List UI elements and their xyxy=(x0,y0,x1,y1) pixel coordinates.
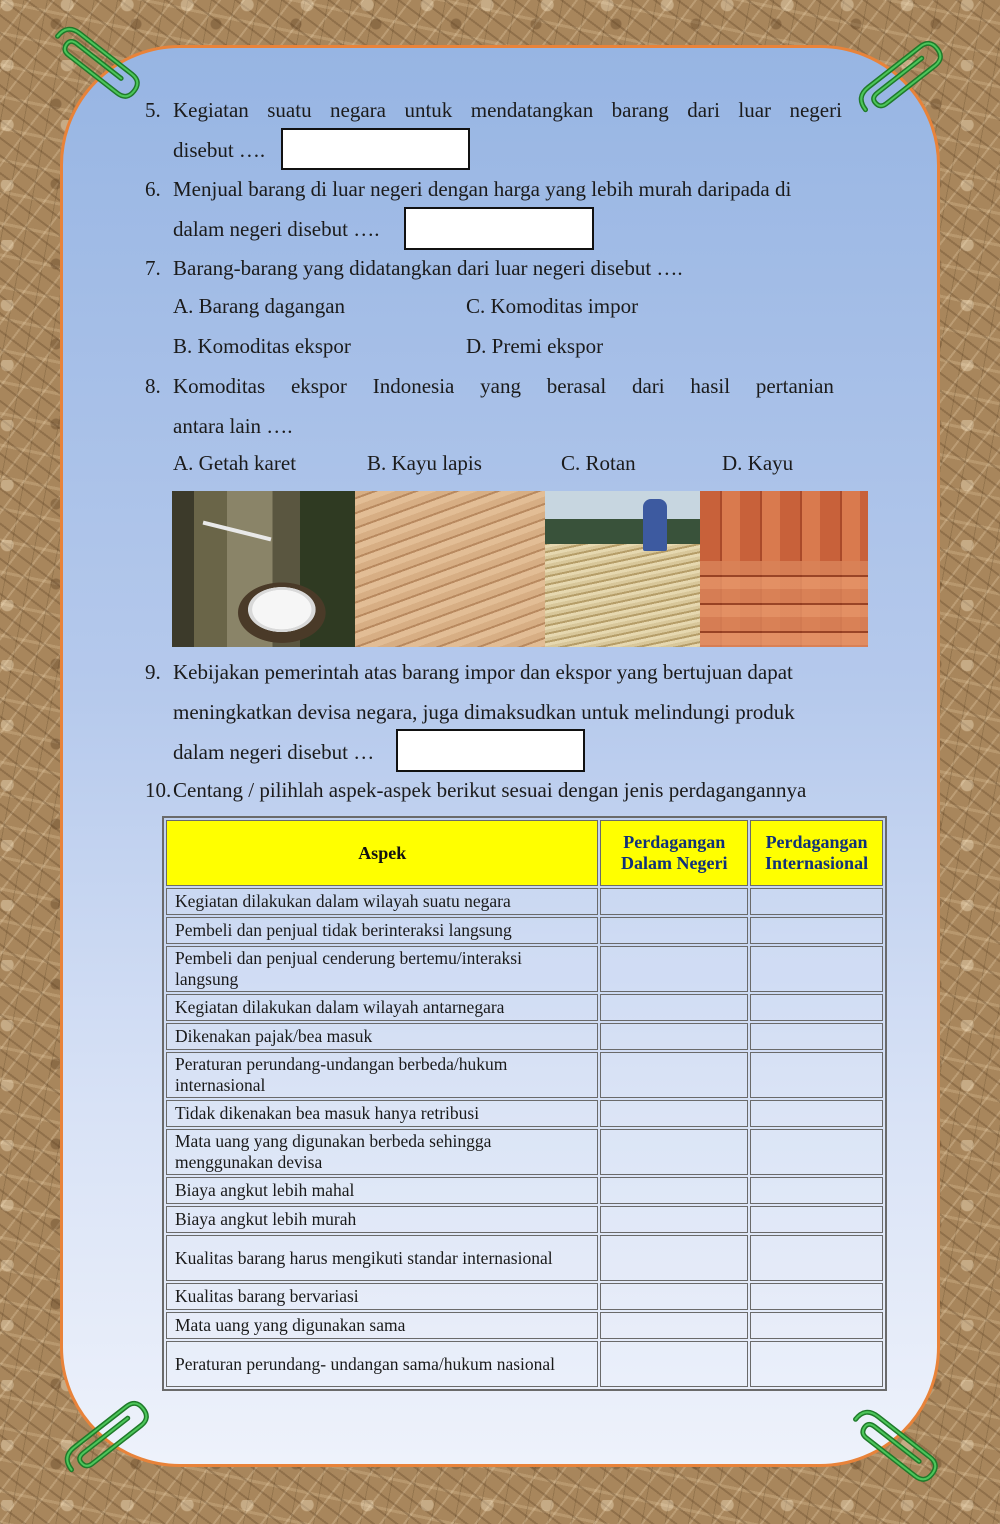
answer-input-9[interactable] xyxy=(396,729,585,772)
check-cell-dalam-negeri[interactable] xyxy=(600,1312,748,1339)
aspect-cell: Dikenakan pajak/bea masuk xyxy=(166,1023,598,1050)
question-number: 8. xyxy=(145,374,161,398)
table-row xyxy=(166,1177,883,1204)
table-row xyxy=(166,946,883,992)
check-cell-internasional[interactable] xyxy=(750,1129,883,1175)
check-cell-dalam-negeri[interactable] xyxy=(600,1023,748,1050)
aspect-cell: Peraturan perundang- undangan sama/hukum nasional xyxy=(166,1341,598,1387)
check-cell-internasional[interactable] xyxy=(750,994,883,1021)
check-cell-dalam-negeri[interactable] xyxy=(600,888,748,915)
question-text-line: Kegiatan suatu negara untuk mendatangkan barang dari luar negeri xyxy=(173,98,842,122)
check-cell-dalam-negeri[interactable] xyxy=(600,1177,748,1204)
aspect-cell: Mata uang yang digunakan berbeda sehingga menggunakan devisa xyxy=(166,1129,598,1175)
question-text-line: Barang-barang yang didatangkan dari luar negeri disebut …. xyxy=(173,256,683,280)
commodity-images xyxy=(172,491,868,647)
check-cell-dalam-negeri[interactable] xyxy=(600,1283,748,1310)
question-number: 9. xyxy=(145,660,161,684)
aspect-cell: Kualitas barang harus mengikuti standar internasional xyxy=(166,1235,598,1281)
aspect-cell: Biaya angkut lebih mahal xyxy=(166,1177,598,1204)
check-cell-internasional[interactable] xyxy=(750,888,883,915)
table-row xyxy=(166,1129,883,1175)
aspect-cell: Tidak dikenakan bea masuk hanya retribusi xyxy=(166,1100,598,1127)
table-row xyxy=(166,1052,883,1098)
check-cell-internasional[interactable] xyxy=(750,1177,883,1204)
check-cell-dalam-negeri[interactable] xyxy=(600,917,748,944)
check-cell-internasional[interactable] xyxy=(750,1312,883,1339)
aspect-cell: Biaya angkut lebih murah xyxy=(166,1206,598,1233)
table-row xyxy=(166,1235,883,1281)
timber-image xyxy=(700,491,868,647)
check-cell-internasional[interactable] xyxy=(750,1341,883,1387)
table-row xyxy=(166,1341,883,1387)
question-text-line: Menjual barang di luar negeri dengan harga yang lebih murah daripada di xyxy=(173,177,792,201)
table-row xyxy=(166,1100,883,1127)
question-number: 5. xyxy=(145,98,161,122)
column-header-internasional: Perdagangan Internasional xyxy=(750,820,883,886)
table-header-row xyxy=(166,820,883,886)
table-row xyxy=(166,1312,883,1339)
check-cell-dalam-negeri[interactable] xyxy=(600,1235,748,1281)
check-cell-dalam-negeri[interactable] xyxy=(600,1341,748,1387)
check-cell-internasional[interactable] xyxy=(750,1023,883,1050)
table-row xyxy=(166,1206,883,1233)
rattan-image xyxy=(545,491,700,647)
option-c[interactable]: C. Rotan xyxy=(561,451,636,475)
answer-input-5[interactable] xyxy=(281,128,470,170)
question-text-line: Kebijakan pemerintah atas barang impor dan ekspor yang bertujuan dapat xyxy=(173,660,793,684)
option-d[interactable]: D. Premi ekspor xyxy=(466,334,604,358)
check-cell-dalam-negeri[interactable] xyxy=(600,1052,748,1098)
column-header-aspek: Aspek xyxy=(166,820,598,886)
answer-input-6[interactable] xyxy=(404,207,594,250)
table-row xyxy=(166,1023,883,1050)
option-c[interactable]: C. Komoditas impor xyxy=(466,294,639,318)
question-number: 7. xyxy=(145,256,161,280)
table-row xyxy=(166,888,883,915)
check-cell-dalam-negeri[interactable] xyxy=(600,946,748,992)
check-cell-dalam-negeri[interactable] xyxy=(600,1100,748,1127)
aspect-cell: Kegiatan dilakukan dalam wilayah antarnegara xyxy=(166,994,598,1021)
aspect-cell: Kegiatan dilakukan dalam wilayah suatu negara xyxy=(166,888,598,915)
question-number: 6. xyxy=(145,177,161,201)
option-a[interactable]: A. Getah karet xyxy=(173,451,297,475)
check-cell-internasional[interactable] xyxy=(750,1052,883,1098)
option-d[interactable]: D. Kayu xyxy=(722,451,794,475)
aspect-cell: Pembeli dan penjual cenderung bertemu/interaksi langsung xyxy=(166,946,598,992)
question-text-line: disebut …. xyxy=(173,138,266,162)
aspect-table xyxy=(162,816,887,1391)
question-text-line: Centang / pilihlah aspek-aspek berikut sesuai dengan jenis perdagangannya xyxy=(173,778,807,802)
table-row xyxy=(166,1283,883,1310)
table-row xyxy=(166,994,883,1021)
question-text-line: antara lain …. xyxy=(173,414,293,438)
aspect-cell: Kualitas barang bervariasi xyxy=(166,1283,598,1310)
aspect-cell: Peraturan perundang-undangan berbeda/hukum internasional xyxy=(166,1052,598,1098)
table-row xyxy=(166,917,883,944)
question-number: 10. xyxy=(145,778,172,802)
check-cell-dalam-negeri[interactable] xyxy=(600,1206,748,1233)
question-text-line: dalam negeri disebut … xyxy=(173,740,375,764)
column-header-dalam-negeri: Perdagangan Dalam Negeri xyxy=(600,820,748,886)
question-text-line: meningkatkan devisa negara, juga dimaksudkan untuk melindungi produk xyxy=(173,700,795,724)
check-cell-internasional[interactable] xyxy=(750,1100,883,1127)
rubber-tree-image xyxy=(172,491,355,647)
check-cell-internasional[interactable] xyxy=(750,1206,883,1233)
question-text-line: Komoditas ekspor Indonesia yang berasal dari hasil pertanian xyxy=(173,374,834,398)
check-cell-dalam-negeri[interactable] xyxy=(600,994,748,1021)
check-cell-internasional[interactable] xyxy=(750,946,883,992)
aspect-cell: Pembeli dan penjual tidak berinteraksi langsung xyxy=(166,917,598,944)
option-b[interactable]: B. Kayu lapis xyxy=(367,451,482,475)
option-a[interactable]: A. Barang dagangan xyxy=(173,294,346,318)
option-b[interactable]: B. Komoditas ekspor xyxy=(173,334,351,358)
plywood-image xyxy=(355,491,545,647)
check-cell-internasional[interactable] xyxy=(750,917,883,944)
check-cell-internasional[interactable] xyxy=(750,1283,883,1310)
aspect-cell: Mata uang yang digunakan sama xyxy=(166,1312,598,1339)
check-cell-dalam-negeri[interactable] xyxy=(600,1129,748,1175)
check-cell-internasional[interactable] xyxy=(750,1235,883,1281)
question-text-line: dalam negeri disebut …. xyxy=(173,217,380,241)
